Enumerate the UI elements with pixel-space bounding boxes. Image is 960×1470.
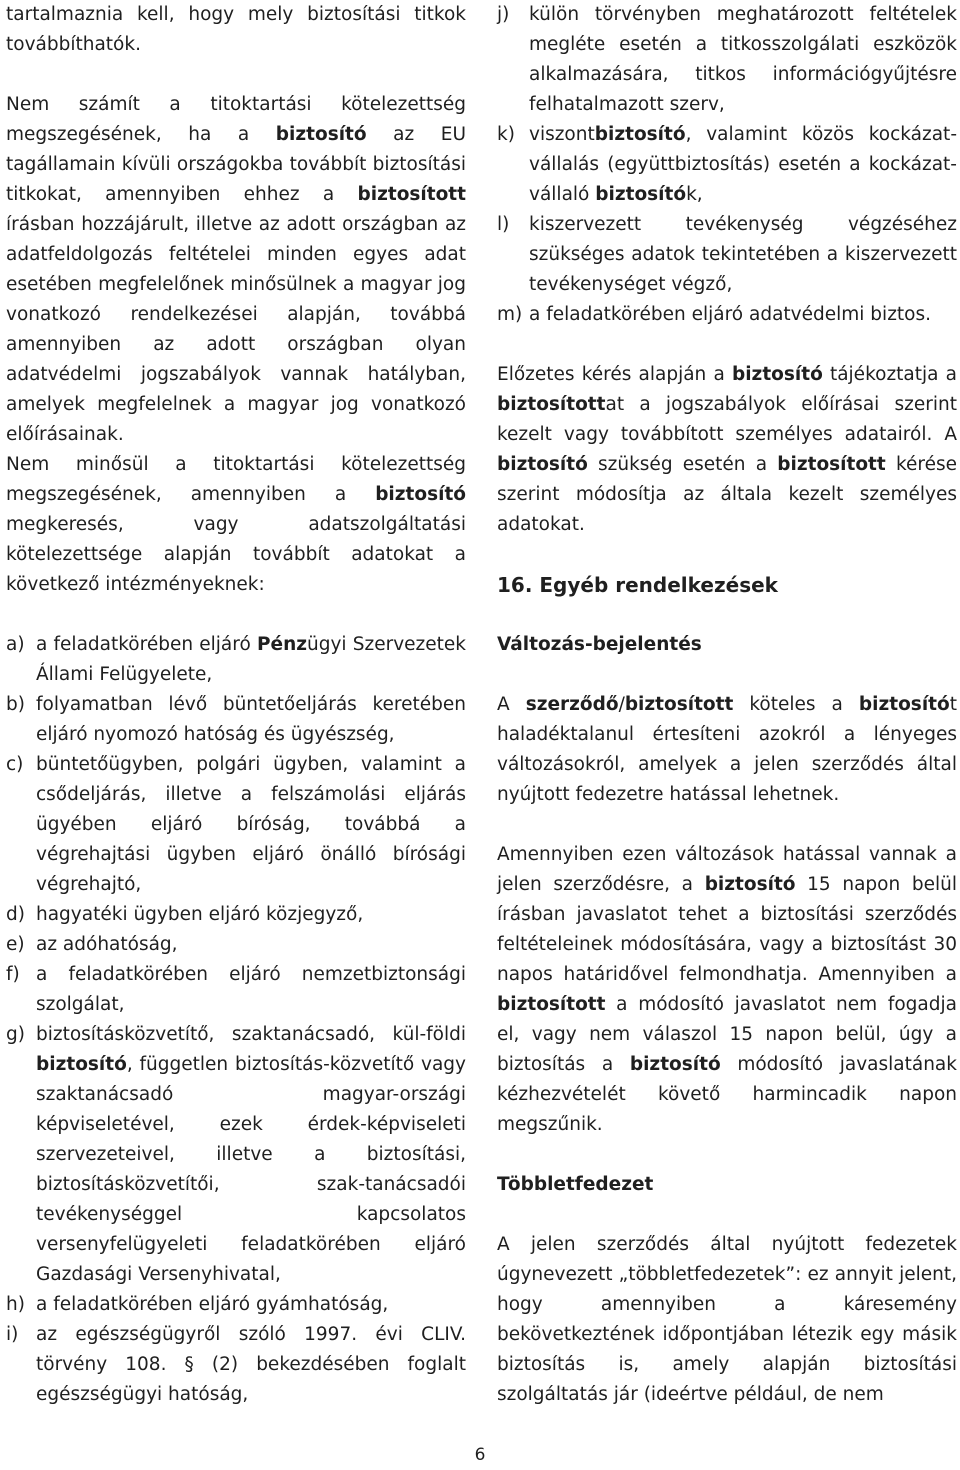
list-item: k) viszontbiztosító, valamint közös kockázat-vállalás (együttbiztosítás) esetén a kockázat-vállaló biztosítók, (497, 124, 957, 205)
paragraph-data-info: Előzetes kérés alapján a biztosító tájékoztatja a biztosítottat a jogszabályok előírásai szerint kezelt vagy továbbított személyes adatairól. A biztosító szükség esetén a biztosított kérése szerint módosítja az általa kezelt személyes adatokat. (497, 364, 957, 535)
list-item: b) folyamatban lévő büntetőeljárás keretében eljáró nyomozó hatóság és ügyészség, (6, 694, 466, 745)
list-item: g) biztosításközvetítő, szaktanácsadó, kül-földi biztosító, független biztosítás-közvetítő vagy szaktanácsadó magyar-országi képviseletével, ezek érdek-képviseleti szervezeteivel, illetve a biztosítási, biztosításközvetítői, szak-tanácsadói tevékenységgel kapcsolatos versenyfelügyeleti feladatkörében eljáró Gazdasági Versenyhivatal, (6, 1024, 466, 1285)
list-item: i) az egészségügyről szóló 1997. évi CLIV. törvény 108. § (2) bekezdésében foglalt egészségügyi hatóság, (6, 1324, 466, 1405)
subheading-extra-coverage: Többletfedezet (497, 1174, 654, 1195)
list-item: c) büntetőügyben, polgári ügyben, valamint a csődeljárás, illetve a felszámolási eljárás ügyében eljáró bíróság, továbbá a végrehajtási ügyben eljáró önálló bírósági végrehajtó, (6, 754, 466, 895)
page-number: 6 (474, 1445, 486, 1465)
list-item: l) kiszervezett tevékenység végzéséhez szükséges adatok tekintetében a kiszervezett tevékenységet végző, (497, 214, 957, 295)
list-item: j) külön törvényben meghatározott feltételek megléte esetén a titkosszolgálati eszközök alkalmazására, titkos információgyűjtésre felhatalmazott szerv, (497, 4, 957, 115)
right-column (497, 0, 957, 1410)
list-item: e) az adóhatóság, (6, 934, 178, 955)
subheading-change-notification: Változás-bejelentés (497, 634, 702, 655)
list-item: f) a feladatkörében eljáró nemzetbiztonsági szolgálat, (6, 964, 466, 1015)
section-title: 16. Egyéb rendelkezések (497, 573, 778, 597)
list-item: a) a feladatkörében eljáró Pénzügyi Szervezetek Állami Felügyelete, (6, 634, 466, 685)
paragraph-intro: tartalmaznia kell, hogy mely biztosítási titkok továbbíthatók. (6, 4, 466, 55)
institutions-list (6, 630, 466, 1410)
left-column (6, 0, 466, 1410)
paragraph-change-notification: A szerződő/biztosított köteles a biztosítót haladéktalanul értesíteni azokról a lényeges változásokról, amelyek a jelen szerződés által nyújtott fedezetre hatással lehetnek. (497, 694, 957, 805)
list-item: m) a feladatkörében eljáró adatvédelmi biztos. (497, 304, 931, 325)
list-item: h) a feladatkörében eljáró gyámhatóság, (6, 1294, 389, 1315)
paragraph-modification: Amennyiben ezen változások hatással vannak a jelen szerződésre, a biztosító 15 napon belül írásban javaslatot tehet a biztosítási szerződés feltételeinek módosítására, vagy a biztosítást 30 napos határidővel felmondhatja. Amennyiben a biztosított a módosító javaslatot nem fogadja el, vagy nem válaszol 15 napon belül, úgy a biztosítás a biztosító módosító javaslatának kézhezvételét követő harmincadik napon megszűnik. (497, 844, 957, 1135)
paragraph-eu-transfer: Nem számít a titoktartási kötelezettség megszegésének, ha a biztosító az EU tagállamain kívüli országokba továbbít biztosítási titkokat, amennyiben ehhez a biztosított írásban hozzájárult, illetve az adott országban az adatfeldolgozás feltételei minden egyes adat esetében megfelelőnek minősülnek a magyar jog vonatkozó rendelkezései alapján, továbbá amennyiben az adott országban olyan adatvédelmi jogszabályok vannak hatályban, amelyek megfelelnek a magyar jog vonatkozó előírásainak. (6, 94, 466, 445)
list-item: d) hagyatéki ügyben eljáró közjegyző, (6, 904, 364, 925)
paragraph-institutions-intro: Nem minősül a titoktartási kötelezettség megszegésének, amennyiben a biztosító megkeresés, vagy adatszolgáltatási kötelezettsége alapján továbbít adatokat a következő intézményeknek: (6, 454, 466, 595)
institutions-list-continued (497, 0, 957, 330)
paragraph-extra-coverage: A jelen szerződés által nyújtott fedezetek úgynevezett „többletfedezetek”: ez annyit jelent, hogy amennyiben a káresemény bekövetkeztének időpontjában létezik egy másik biztosítás is, amely alapján biztosítási szolgáltatás jár (ideértve például, de nem (497, 1234, 957, 1405)
